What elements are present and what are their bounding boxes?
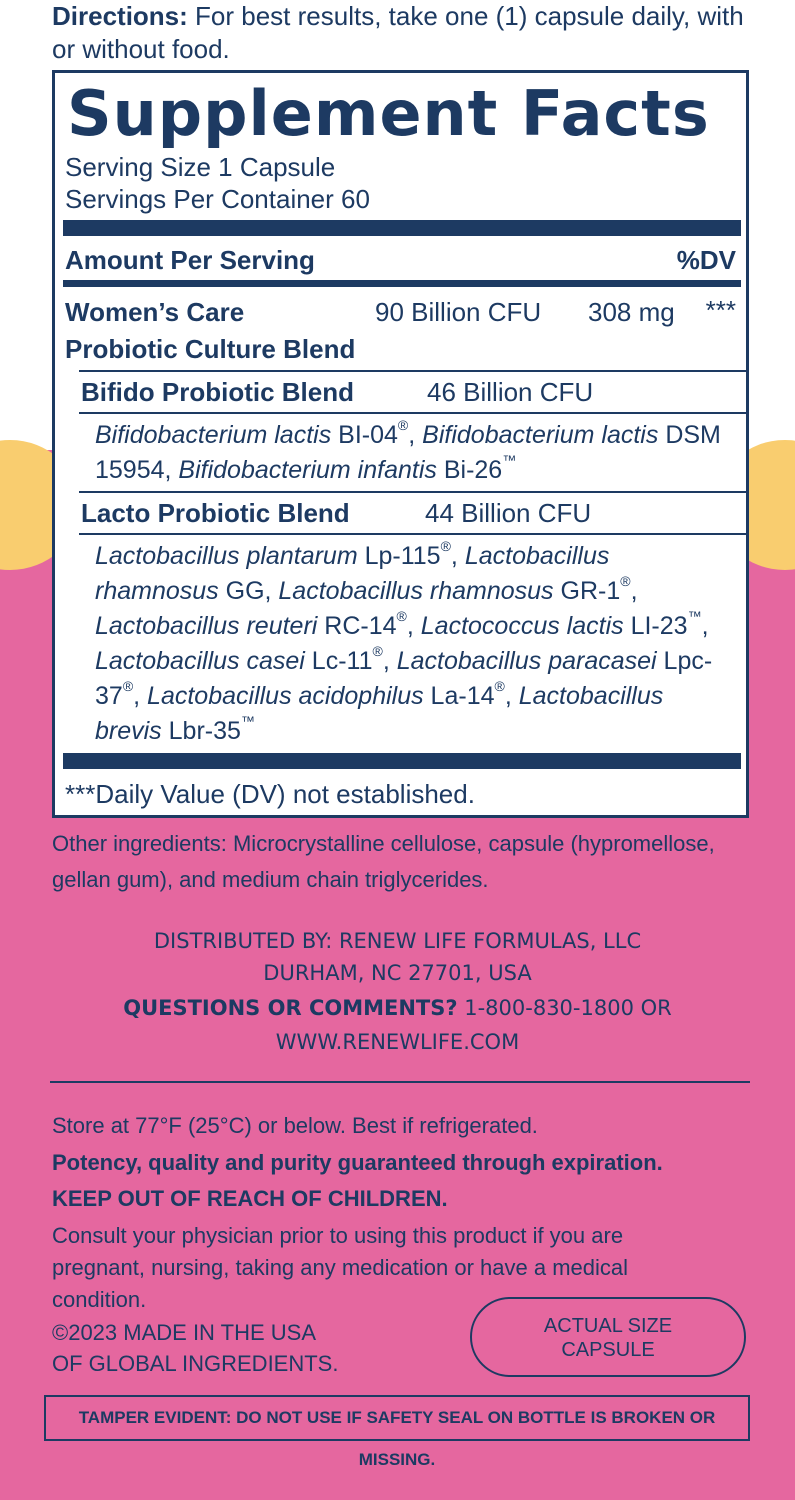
directions-text bbox=[52, 0, 752, 66]
trademark-mark: ™ bbox=[502, 452, 517, 468]
phone-number: 1-800-830-1800 OR bbox=[457, 996, 672, 1020]
bifido-strain-list bbox=[95, 418, 735, 488]
strain-code: , bbox=[701, 612, 709, 640]
potency-text: Potency, quality and purity guaranteed through expiration. bbox=[52, 1150, 663, 1175]
strain-code: , bbox=[504, 682, 519, 710]
trademark-mark: ® bbox=[396, 608, 407, 624]
serving-info bbox=[65, 151, 370, 215]
strain-code: LI-23 bbox=[623, 612, 688, 640]
storage-text: Store at 77°F (25°C) or below. Best if refrigerated. bbox=[52, 1113, 538, 1138]
questions-line bbox=[0, 991, 795, 1025]
strain-code: La-14 bbox=[423, 682, 495, 710]
strain-code: , bbox=[450, 542, 465, 570]
blend-dv: *** bbox=[705, 295, 736, 325]
supplement-facts-panel bbox=[52, 70, 749, 818]
directions-body: For best results, take one (1) capsule daily, with or without food. bbox=[52, 1, 744, 64]
lacto-blend-name: Lacto Probiotic Blend bbox=[81, 498, 350, 528]
copyright-line2: OF GLOBAL INGREDIENTS. bbox=[52, 1351, 339, 1376]
strain-code: Lpc-37 bbox=[95, 647, 713, 710]
thick-rule-bottom bbox=[63, 753, 741, 769]
servings-per-container: Servings Per Container 60 bbox=[65, 184, 370, 214]
other-ingredients: Other ingredients: Microcrystalline cellulose, capsule (hypromellose, gellan gum), and medium chain triglycerides. bbox=[52, 831, 715, 892]
strain-code: GR-1 bbox=[553, 577, 621, 605]
strain-code: , bbox=[382, 647, 397, 675]
bifido-blend-name: Bifido Probiotic Blend bbox=[81, 377, 354, 407]
capsule-label-line2: CAPSULE bbox=[561, 1339, 655, 1361]
trademark-mark: ® bbox=[372, 643, 383, 659]
trademark-mark: ® bbox=[494, 678, 505, 694]
amount-per-serving-header: Amount Per Serving bbox=[65, 245, 315, 275]
trademark-mark: ® bbox=[122, 678, 134, 694]
trademark-mark: ® bbox=[397, 417, 409, 433]
consult-warning: Consult your physician prior to using this product if you are pregnant, nursing, taking any medication or have a medical condition. bbox=[52, 1223, 629, 1312]
strain-species: Lactobacillus casei bbox=[95, 647, 305, 675]
strain-species: Lactococcus lactis bbox=[420, 612, 624, 640]
distributor-address: DURHAM, NC 27701, USA bbox=[263, 961, 532, 985]
blend-name-line2: Probiotic Culture Blend bbox=[65, 334, 356, 364]
facts-title: Supplement Facts bbox=[67, 77, 710, 150]
strain-species: Bifidobacterium lactis bbox=[95, 421, 332, 449]
blend-cfu: 90 Billion CFU bbox=[375, 297, 542, 327]
strain-code: Lbr-35 bbox=[161, 717, 241, 745]
strain-code: GG, bbox=[218, 577, 279, 605]
trademark-mark: ® bbox=[440, 538, 451, 554]
thick-rule-top bbox=[63, 220, 741, 236]
strain-species: Lactobacillus paracasei bbox=[396, 647, 657, 675]
rule-bifido-strains bbox=[79, 491, 747, 493]
directions-label: Directions: bbox=[52, 1, 188, 31]
distributor-line: DISTRIBUTED BY: RENEW LIFE FORMULAS, LLC bbox=[153, 929, 642, 953]
lacto-strain-list bbox=[95, 539, 735, 749]
strain-code: , bbox=[408, 421, 423, 449]
rule-lacto bbox=[79, 533, 747, 535]
trademark-mark: ™ bbox=[687, 608, 702, 624]
rule-blend bbox=[79, 370, 747, 372]
trademark-mark: ™ bbox=[240, 713, 255, 729]
blend-name-line1: Women’s Care bbox=[65, 297, 245, 327]
strain-species: Lactobacillus brevis bbox=[95, 682, 664, 745]
strain-species: Lactobacillus rhamnosus bbox=[95, 542, 610, 605]
blend-amount: 308 mg bbox=[588, 297, 675, 327]
section-divider bbox=[50, 1081, 750, 1083]
trademark-mark: ® bbox=[620, 573, 631, 589]
keep-out-warning: KEEP OUT OF REACH OF CHILDREN. bbox=[52, 1186, 448, 1211]
strain-code: , bbox=[133, 682, 148, 710]
actual-size-capsule bbox=[470, 1297, 746, 1377]
strain-code: Lc-11 bbox=[304, 647, 373, 675]
serving-size: Serving Size 1 Capsule bbox=[65, 152, 336, 182]
lacto-blend-cfu: 44 Billion CFU bbox=[425, 498, 592, 528]
strain-species: Bifidobacterium lactis bbox=[422, 421, 659, 449]
strain-code: RC-14 bbox=[317, 612, 397, 640]
strain-species: Lactobacillus reuteri bbox=[95, 612, 318, 640]
rule-bifido bbox=[79, 412, 747, 414]
strain-species: Lactobacillus plantarum bbox=[95, 542, 358, 570]
website-link[interactable]: WWW.RENEWLIFE.COM bbox=[275, 1030, 520, 1054]
strain-species: Bifidobacterium infantis bbox=[178, 456, 437, 484]
tamper-evident-notice: TAMPER EVIDENT: DO NOT USE IF SAFETY SEAL ON BOTTLE IS BROKEN OR MISSING. bbox=[44, 1395, 750, 1441]
strain-code: DSM 15954, bbox=[95, 421, 721, 484]
medium-rule bbox=[63, 280, 741, 287]
strain-species: Lactobacillus rhamnosus bbox=[278, 577, 554, 605]
bifido-blend-cfu: 46 Billion CFU bbox=[427, 377, 594, 407]
strain-code: , bbox=[406, 612, 421, 640]
questions-label: QUESTIONS OR COMMENTS? bbox=[123, 996, 458, 1020]
copyright-line1: ©2023 MADE IN THE USA bbox=[52, 1320, 316, 1345]
dv-header: %DV bbox=[676, 245, 736, 275]
strain-code: Bi-26 bbox=[436, 456, 503, 484]
strain-code: BI-04 bbox=[331, 421, 398, 449]
capsule-label-line1: ACTUAL SIZE bbox=[543, 1315, 673, 1337]
dv-footnote: ***Daily Value (DV) not established. bbox=[65, 779, 475, 809]
strain-code: , bbox=[630, 577, 638, 605]
strain-code: Lp-115 bbox=[357, 542, 441, 570]
strain-species: Lactobacillus acidophilus bbox=[147, 682, 424, 710]
